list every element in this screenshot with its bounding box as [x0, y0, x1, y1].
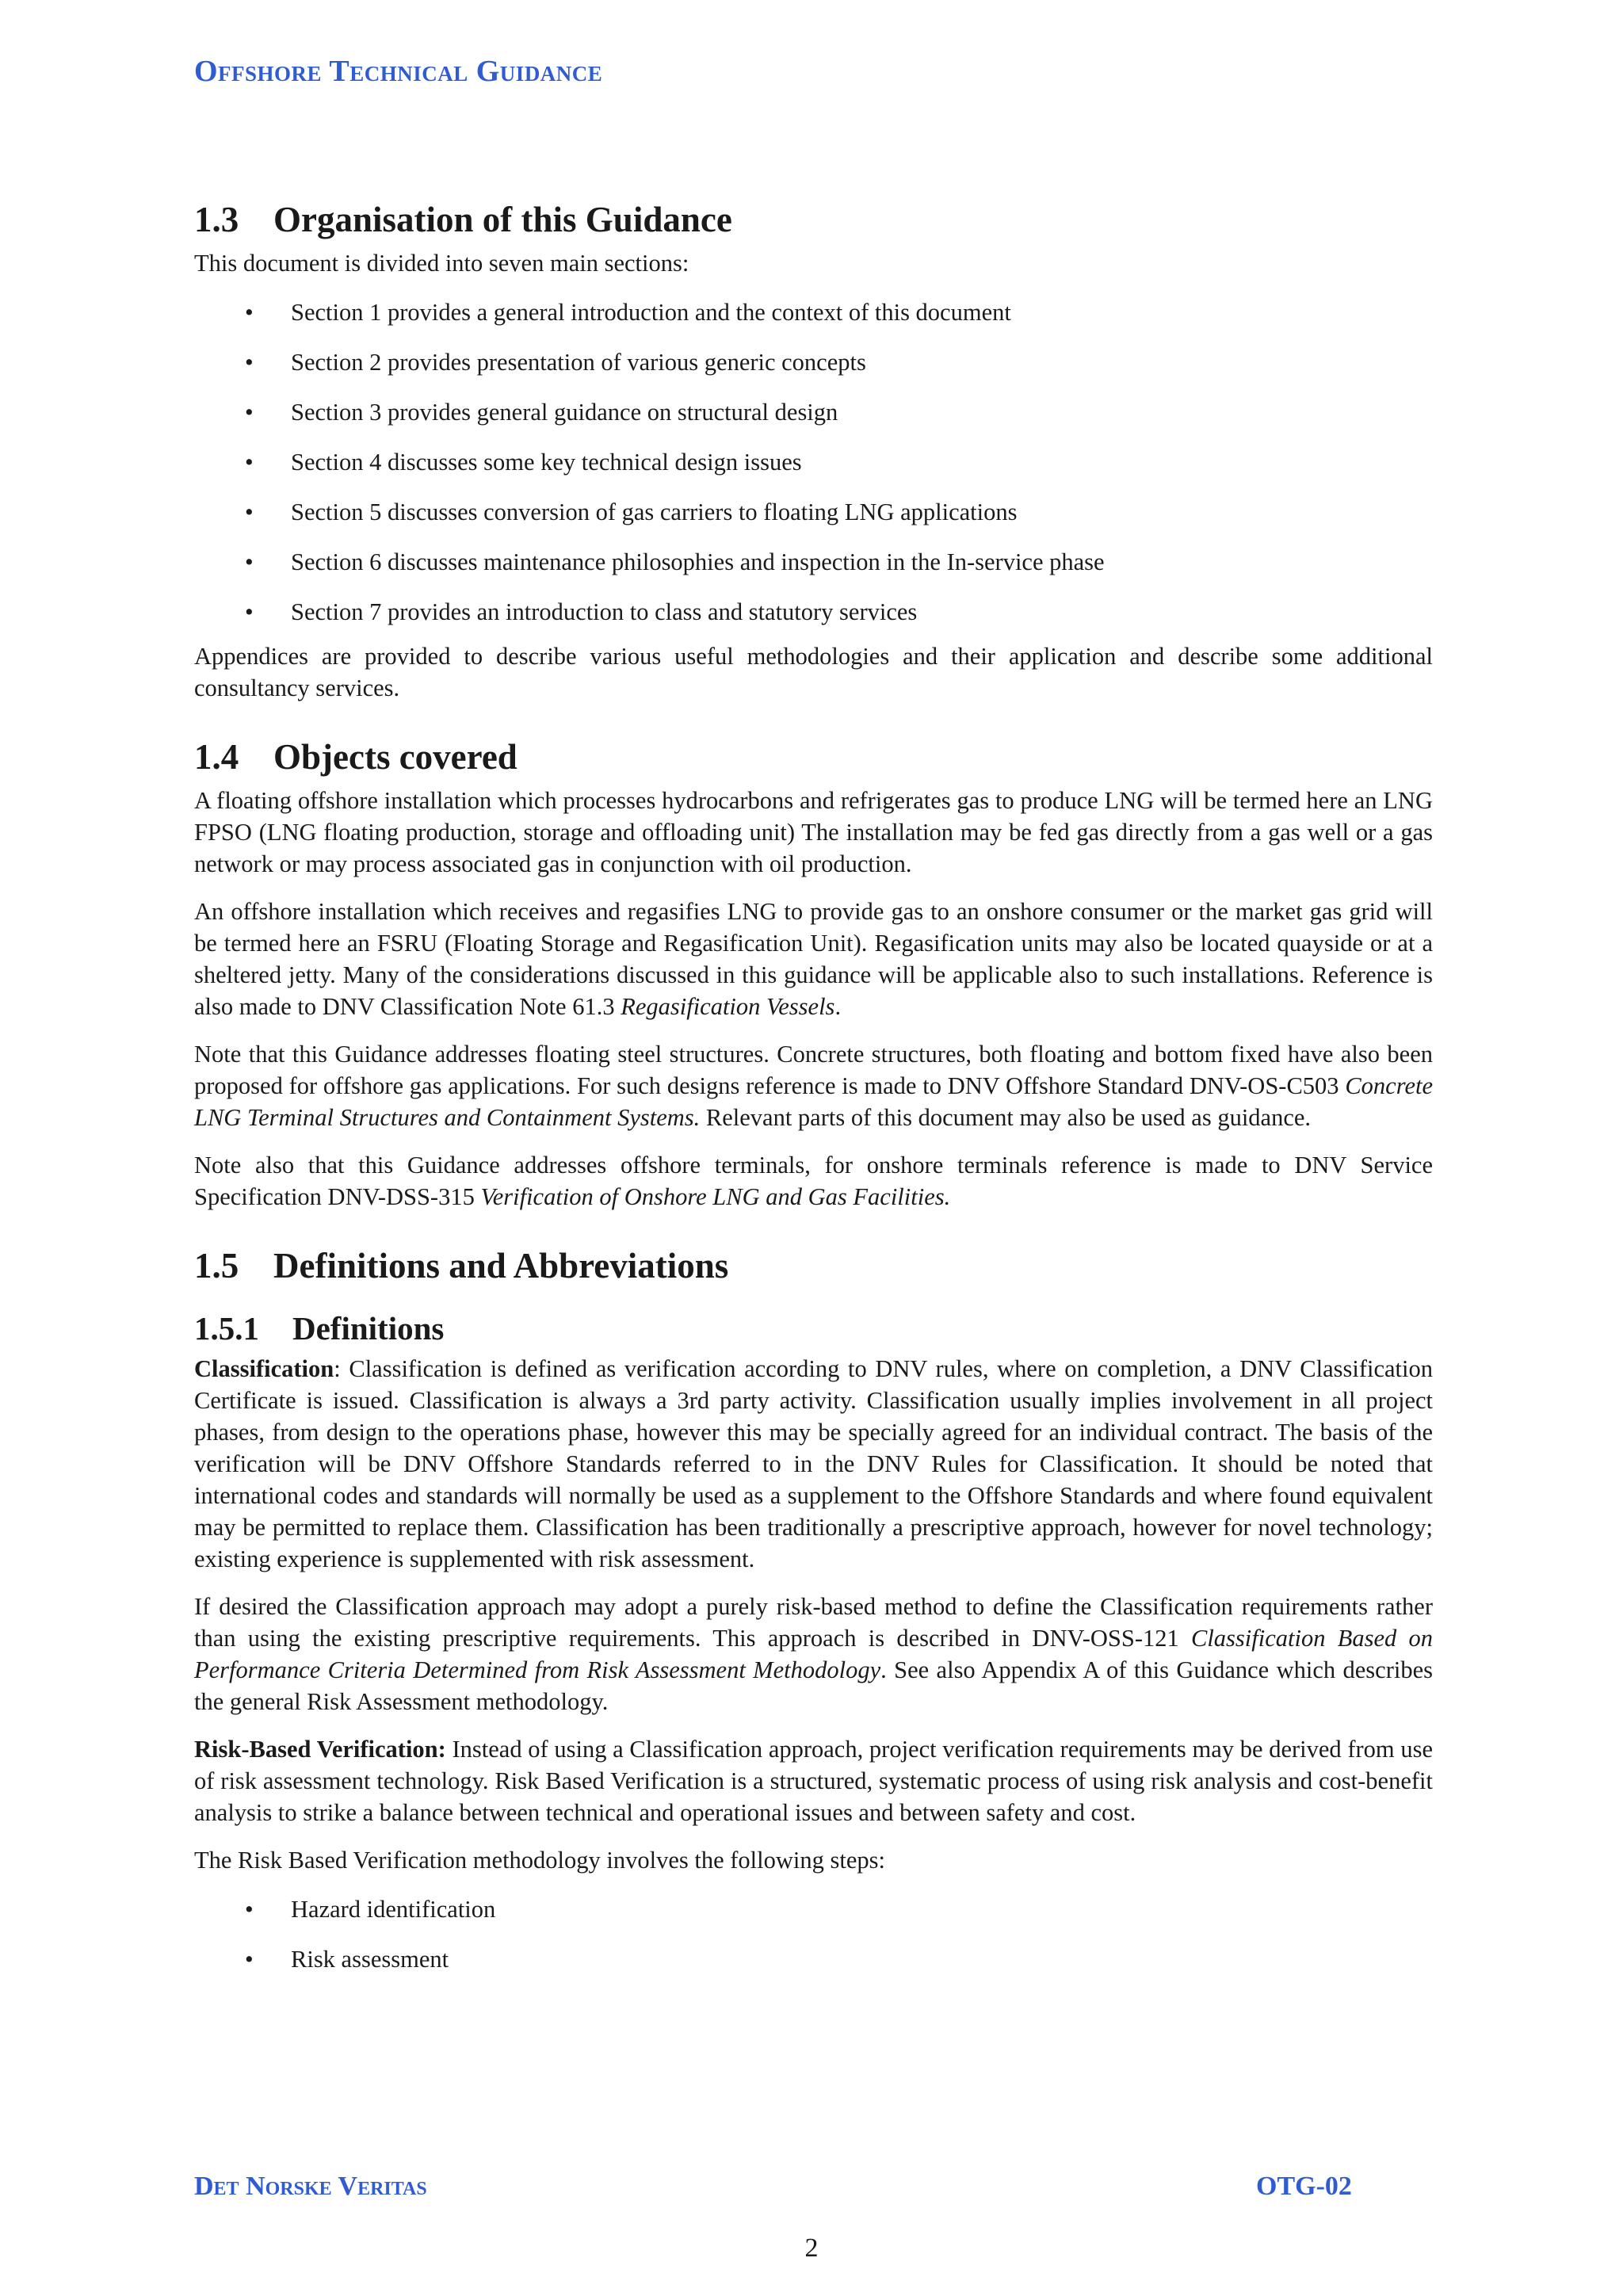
definition-term: Risk-Based Verification:: [194, 1736, 446, 1763]
list-item-text: Hazard identification: [291, 1896, 496, 1924]
bullet-icon: •: [245, 299, 254, 326]
section-title: Definitions: [292, 1310, 445, 1347]
list-item-text: Section 2 provides presentation of various generic concepts: [291, 349, 866, 376]
list-item: [194, 396, 1433, 428]
bullet-icon: •: [245, 449, 254, 476]
definition-text: : Classification is defined as verification according to DNV rules, where on completion, a DNV Classification Certificate is issued. Classification is always a 3rd party activity. Classification usually implies involvement in all project phases, from design to the operations phase, however this may be specially agreed for an individual contract. The basis of the verification will be DNV Offshore Standards referred to in the DNV Rules for Classification. It should be noted that international codes and standards will normally be used as a supplement to the Offshore Standards and where found equivalent may be permitted to replace them. Classification has been traditionally a prescriptive approach, however for novel technology; existing experience is supplemented with risk assessment.: [194, 1355, 1433, 1573]
document-reference: Classification Based on Performance Criteria Determined from Risk Assessment Methodology: [194, 1625, 1433, 1684]
list-item: [194, 1943, 1433, 1975]
header-title: Offshore Technical Guidance: [194, 55, 603, 88]
definition-term: Classification: [194, 1355, 334, 1383]
list-item-text: Section 7 provides an introduction to class and statutory services: [291, 598, 918, 625]
paragraph-text: Note that this Guidance addresses floating steel structures. Concrete structures, both floating and bottom fixed have also been proposed for offshore gas applications. For such designs reference is made to DNV Offshore Standard DNV-OS-C503: [194, 1041, 1433, 1099]
paragraph-text: An offshore installation which receives and regasifies LNG to provide gas to an onshore consumer or the market gas grid will be termed here an FSRU (Floating Storage and Regasification Unit). Regasification units may also be located quayside or at a sheltered jetty. Many of the considerations discussed in this guidance will be applicable also to such installations. Reference is also made to DNV Classification Note 61.3: [194, 898, 1433, 1020]
bullet-icon: •: [245, 1896, 254, 1924]
list-item-text: Section 4 discusses some key technical design issues: [291, 449, 802, 476]
section-1-4-paragraph-2: [194, 896, 1433, 1022]
paragraph-text: . See also Appendix A of this Guidance which describes the general Risk Assessment methodology.: [194, 1656, 1433, 1716]
rbv-steps-list: [194, 1893, 1433, 1975]
section-1-3-heading: [194, 198, 1433, 241]
list-item-text: Section 5 discusses conversion of gas carriers to floating LNG applications: [291, 499, 1018, 525]
document-reference: Concrete LNG Terminal Structures and Containment Systems.: [194, 1072, 1433, 1131]
paragraph-text: If desired the Classification approach may adopt a purely risk-based method to define the Classification requirements rather than using the existing prescriptive requirements. This approach is described in DNV-OSS-121: [194, 1593, 1433, 1652]
section-number: 1.4: [194, 737, 239, 777]
footer-organisation: Det Norske Veritas: [194, 2172, 427, 2201]
bullet-icon: •: [245, 598, 254, 625]
section-number: 1.3: [194, 200, 239, 239]
paragraph-text: .: [834, 993, 842, 1020]
footer-document-code: OTG-02: [1256, 2172, 1352, 2201]
list-item: [194, 346, 1433, 378]
section-1-4-paragraph-1: A floating offshore installation which processes hydrocarbons and refrigerates gas to produce LNG will be termed here an LNG FPSO (LNG floating production, storage and offloading unit) The installation may be fed gas directly from a gas well or a gas network or may process associated gas in conjunction with oil production.: [194, 787, 1433, 877]
definition-text: Instead of using a Classification approach, project verification requirements may be derived from use of risk assessment technology. Risk Based Verification is a structured, systematic process of using risk analysis and cost-benefit analysis to strike a balance between technical and operational issues and between safety and cost.: [194, 1736, 1433, 1827]
section-1-4-paragraph-3: [194, 1038, 1433, 1133]
list-item: [194, 446, 1433, 478]
bullet-icon: •: [245, 399, 254, 426]
section-number: 1.5: [194, 1246, 239, 1286]
classification-definition: [194, 1353, 1433, 1575]
list-item: [194, 596, 1433, 628]
document-reference: Regasification Vessels: [621, 993, 835, 1020]
paragraph-text: Relevant parts of this document may also be used as guidance.: [700, 1104, 1312, 1131]
bullet-icon: •: [245, 499, 254, 525]
risk-based-verification-definition: [194, 1733, 1433, 1828]
section-title: Objects covered: [273, 737, 517, 777]
section-1-5-1-heading: [194, 1309, 1433, 1348]
section-1-3-intro: This document is divided into seven main sections:: [194, 250, 689, 277]
risk-based-classification-paragraph: [194, 1591, 1433, 1717]
section-title: Organisation of this Guidance: [273, 200, 732, 239]
rbv-steps-intro: The Risk Based Verification methodology involves the following steps:: [194, 1847, 885, 1874]
bullet-icon: •: [245, 548, 254, 575]
document-reference: Verification of Onshore LNG and Gas Facilities.: [480, 1183, 951, 1210]
paragraph-text: Note also that this Guidance addresses offshore terminals, for onshore terminals reference is made to DNV Service Specification DNV-DSS-315: [194, 1152, 1433, 1210]
list-item-text: Section 3 provides general guidance on structural design: [291, 399, 838, 426]
section-1-3-closing: Appendices are provided to describe various useful methodologies and their application and describe some additional consultancy services.: [194, 643, 1433, 701]
list-item: [194, 546, 1433, 578]
page-number: 2: [804, 2233, 819, 2263]
section-title: Definitions and Abbreviations: [273, 1246, 729, 1286]
list-item-text: Section 1 provides a general introduction and the context of this document: [291, 299, 1011, 326]
list-item-text: Section 6 discusses maintenance philosophies and inspection in the In-service phase: [291, 548, 1105, 575]
list-item: [194, 1893, 1433, 1925]
list-item: [194, 296, 1433, 328]
list-item-text: Risk assessment: [291, 1946, 449, 1973]
section-1-3-bullet-list: [194, 296, 1433, 628]
page-content: [194, 198, 1433, 1993]
section-1-4-paragraph-4: [194, 1149, 1433, 1213]
section-1-4-heading: [194, 735, 1433, 778]
section-1-5-heading: [194, 1244, 1433, 1287]
list-item: [194, 496, 1433, 528]
bullet-icon: •: [245, 1946, 254, 1973]
section-number: 1.5.1: [194, 1310, 259, 1347]
bullet-icon: •: [245, 349, 254, 376]
